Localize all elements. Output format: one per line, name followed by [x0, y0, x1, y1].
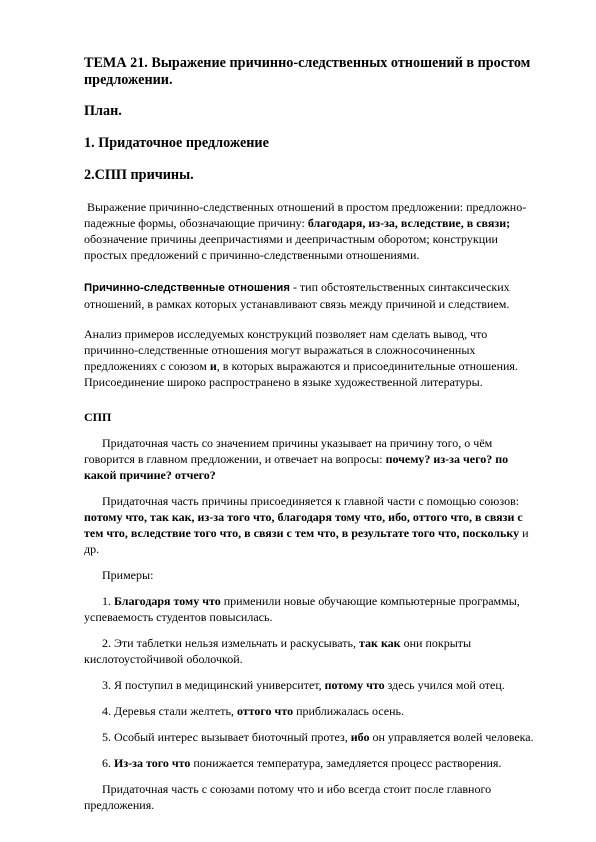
plan-heading: План. [84, 103, 122, 119]
page-title: ТЕМА 21. Выражение причинно-следственных отношений в простом предложении. [84, 55, 531, 88]
example-5-bold: ибо [350, 730, 370, 744]
example-4 [84, 703, 536, 719]
example-5 [84, 729, 536, 745]
example-6 [84, 755, 536, 771]
definition-term: Причинно-следственные отношения [84, 282, 290, 294]
analysis-text-1: Анализ примеров исследуемых конструкций позволяет нам сделать вывод, что причинно-следственные отношения могут выражаться в сложносочиненных предложениях с союзом [84, 327, 488, 373]
analysis-text-2: , в которых выражаются и присоединительные отношения. Присоединение широко распространено в языке художественной литературы. [84, 359, 518, 389]
example-4-bold: оттого что [236, 704, 294, 718]
example-4-post: приближалась осень. [293, 704, 404, 718]
spp-para2-conjunctions: потому что, так как, из-за того что, благодаря тому что, ибо, оттого что, в связи с тем что, вследствие того что, в связи с тем что, в результате того что, поскольку [84, 510, 523, 540]
example-3-pre: 3. Я поступил в медицинский университет, [102, 678, 325, 692]
spp-para2-text: Придаточная часть причины присоединяется к главной части с помощью союзов: [102, 494, 520, 508]
intro-text-1: Выражение причинно-следственных отношений в простом предложении: предложно-падежные формы, обозначающие причину: [84, 200, 527, 230]
spp-para1-text: Придаточная часть со значением причины указывает на причину того, о чём говорится в главном предложении, и отвечает на вопросы: [84, 436, 493, 466]
example-1 [84, 593, 536, 625]
example-3-post: здесь учился мой отец. [384, 678, 505, 692]
examples-label: Примеры: [102, 568, 154, 582]
example-6-post: понижается температура, замедляется процесс растворения. [190, 756, 502, 770]
plan-item-1: 1. Придаточное предложение [84, 135, 269, 151]
example-2 [84, 635, 536, 667]
example-3-bold: потому что [324, 678, 385, 692]
intro-bold: благодаря, из-за, вследствие, в связи; [307, 216, 511, 230]
example-1-bold: Благодаря тому что [114, 594, 221, 608]
spp-para1-questions: почему? из-за чего? по какой причине? отчего? [84, 452, 509, 482]
definition-text: - тип обстоятельственных синтаксических отношений, в рамках которых устанавливают связь между причиной и следствием. [84, 280, 510, 311]
example-2-bold: так как [358, 636, 401, 650]
example-3 [84, 677, 536, 693]
spp-paragraph-2 [84, 493, 536, 557]
example-5-pre: 5. Особый интерес вызывает биоточный протез, [102, 730, 351, 744]
plan-item-2: 2.СПП причины. [84, 167, 194, 183]
example-4-pre: 4. Деревья стали желтеть, [102, 704, 237, 718]
example-1-post: применили новые обучающие компьютерные программы, успеваемость студентов повысилась. [84, 594, 520, 624]
example-2-post: они покрыты кислотоустойчивой оболочкой. [84, 636, 472, 666]
definition-paragraph [84, 279, 536, 312]
example-2-pre: 2. Эти таблетки нельзя измельчать и раскусывать, [102, 636, 359, 650]
intro-paragraph [84, 199, 536, 263]
spp-para2-tail: и др. [84, 526, 529, 556]
spp-paragraph-1 [84, 435, 536, 483]
spp-heading: СПП [84, 410, 112, 424]
example-5-post: он управляется волей человека. [369, 730, 534, 744]
example-6-pre: 6. [102, 756, 114, 770]
closing-paragraph: Придаточная часть с союзами потому что и ибо всегда стоит после главного предложения. [84, 782, 492, 812]
analysis-paragraph [84, 326, 536, 390]
analysis-bold: и [209, 359, 217, 373]
example-1-pre: 1. [102, 594, 114, 608]
example-6-bold: Из-за того что [114, 756, 191, 770]
intro-text-2: обозначение причины деепричастиями и деепричастным оборотом; конструкции простых предложений с причинно-следственными отношениями. [84, 232, 498, 262]
